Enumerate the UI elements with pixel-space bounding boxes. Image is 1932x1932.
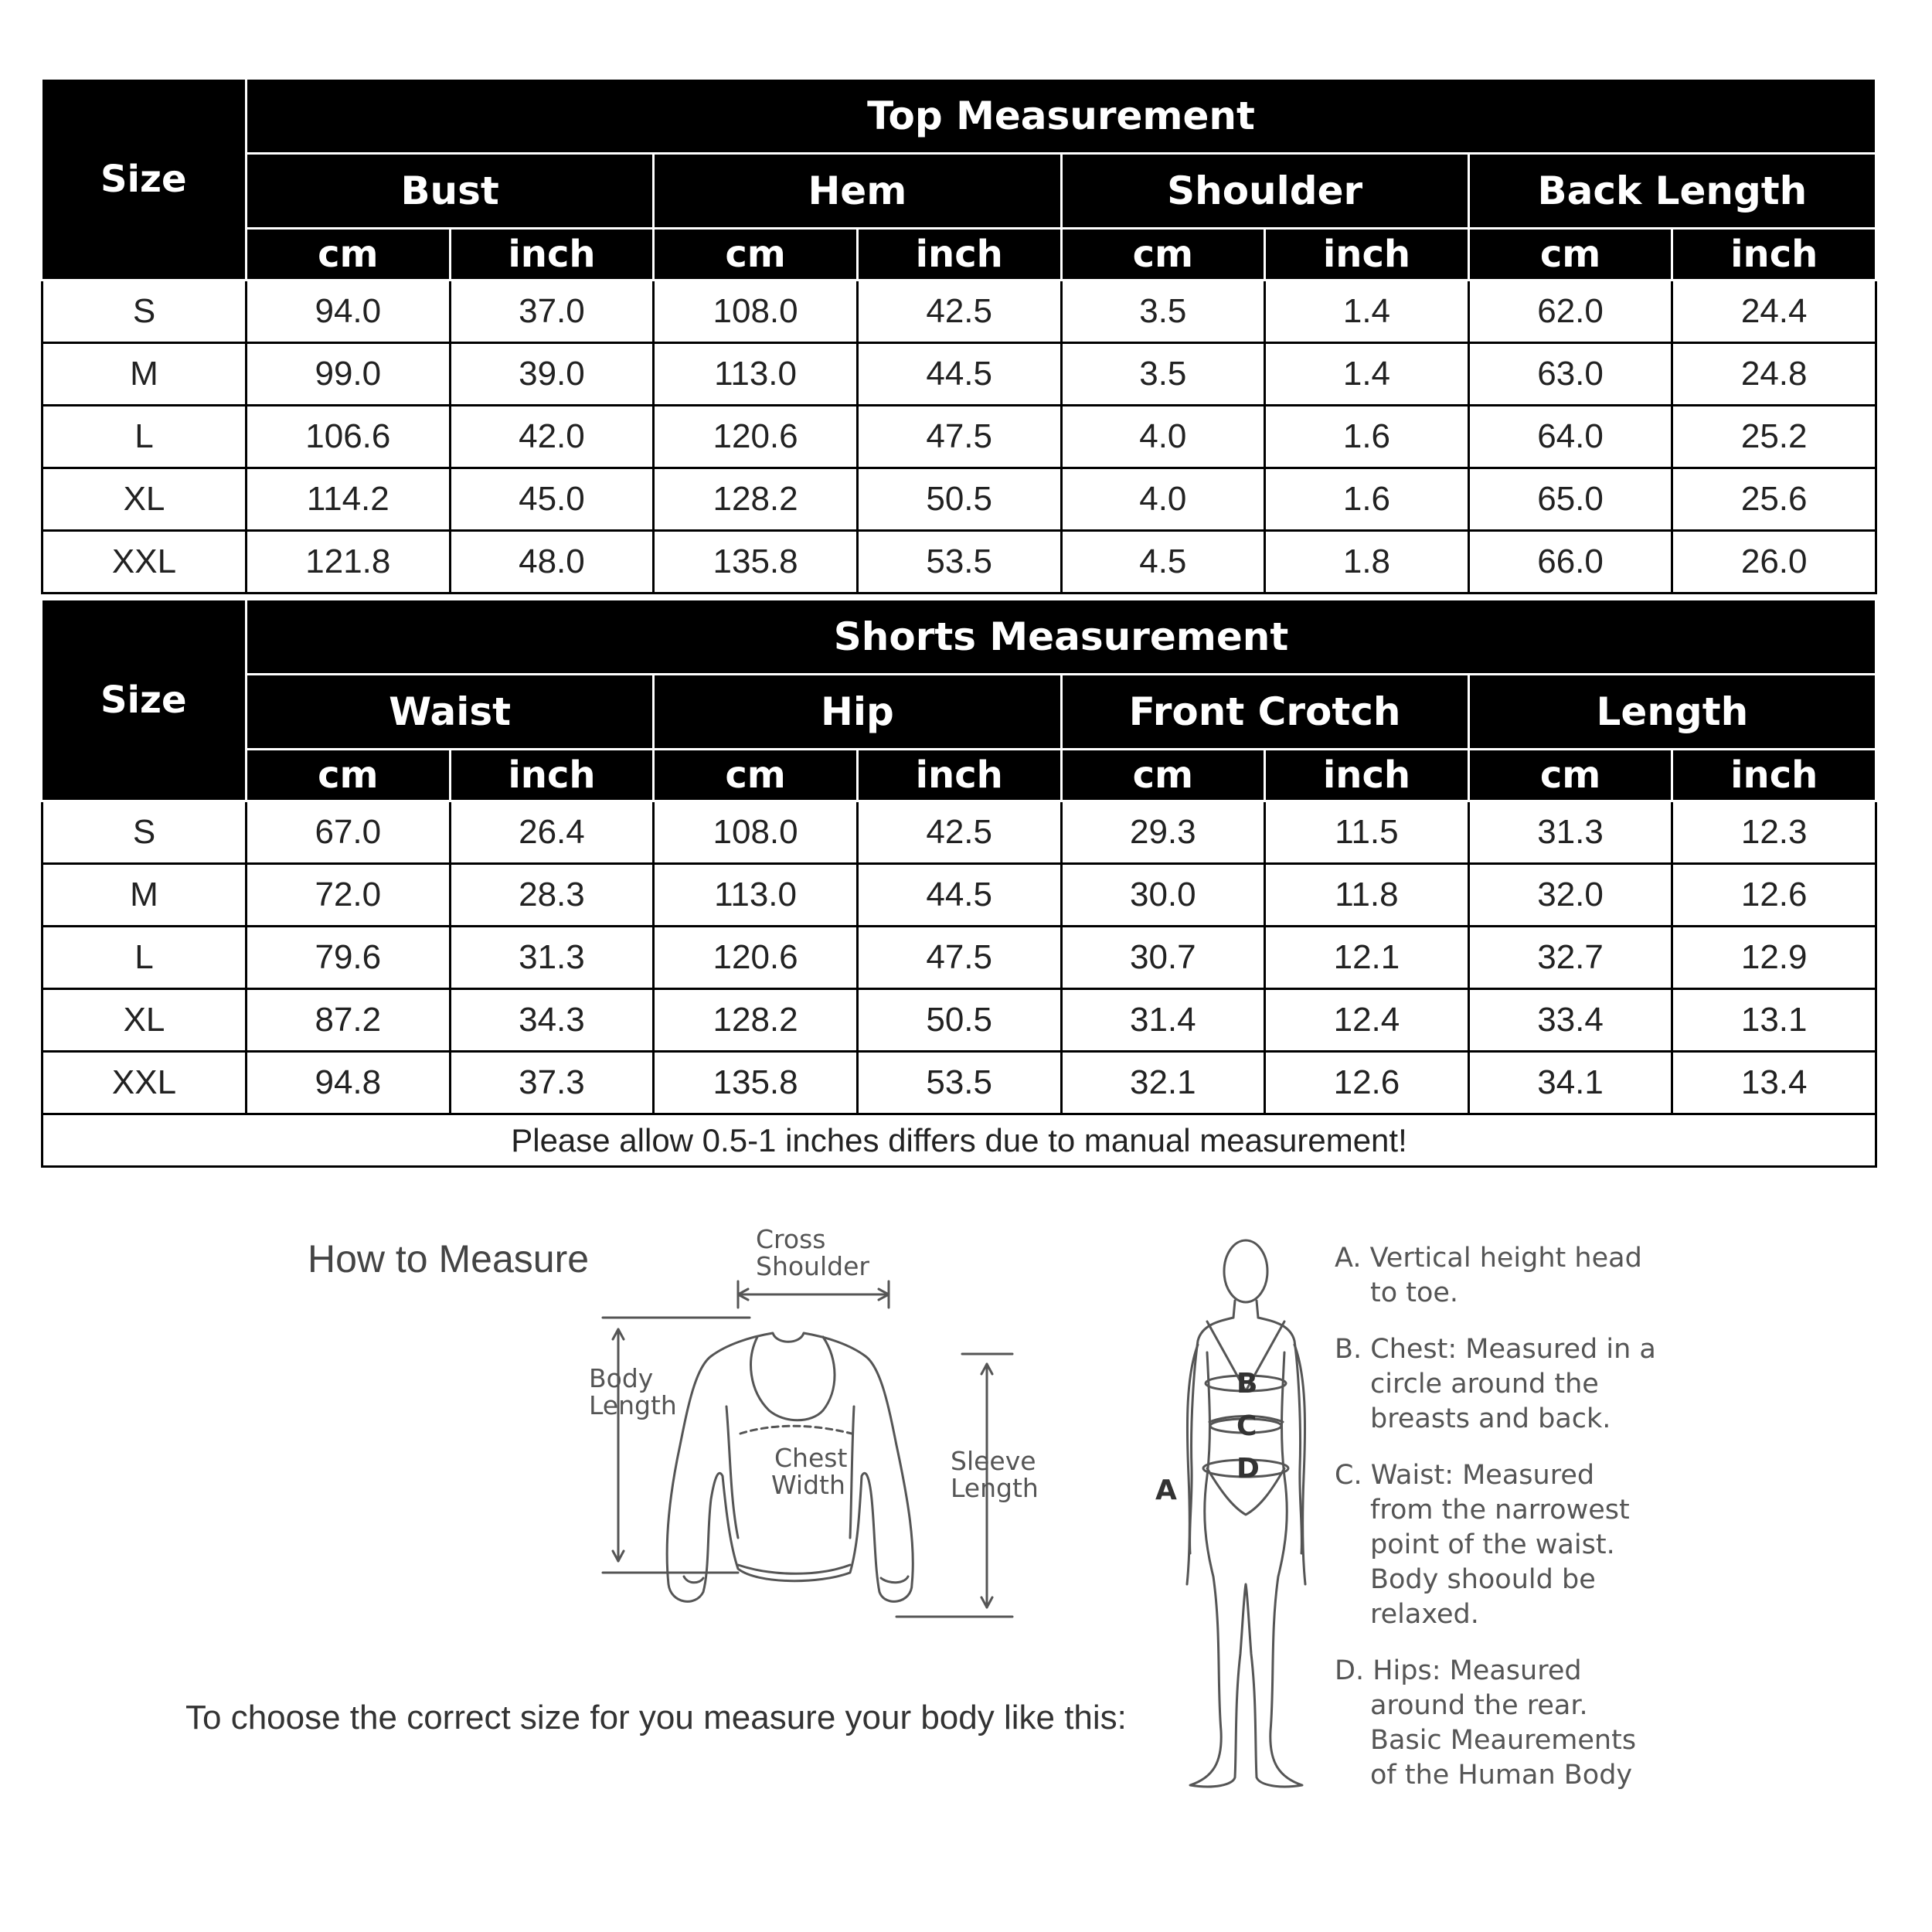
shorts-measurement-table xyxy=(41,600,1877,1168)
value-cell: 65.0 xyxy=(1468,468,1672,531)
label-b: B xyxy=(1236,1368,1258,1400)
value-cell: 50.5 xyxy=(857,989,1061,1052)
size-cell: S xyxy=(43,281,247,343)
shorts-table-body xyxy=(43,801,1876,1114)
value-cell: 108.0 xyxy=(654,801,858,864)
value-cell: 32.1 xyxy=(1061,1052,1265,1114)
value-cell: 66.0 xyxy=(1468,531,1672,594)
value-cell: 13.1 xyxy=(1672,989,1876,1052)
table-row xyxy=(43,281,1876,343)
value-cell: 42.0 xyxy=(450,406,654,468)
value-cell: 4.0 xyxy=(1061,468,1265,531)
group-header-hip: Hip xyxy=(654,675,1061,750)
value-cell: 32.7 xyxy=(1468,927,1672,989)
value-cell: 12.3 xyxy=(1672,801,1876,864)
value-cell: 47.5 xyxy=(857,406,1061,468)
group-header-hem: Hem xyxy=(654,154,1061,229)
value-cell: 53.5 xyxy=(857,1052,1061,1114)
unit-header: cm xyxy=(654,229,858,281)
value-cell: 48.0 xyxy=(450,531,654,594)
value-cell: 135.8 xyxy=(654,1052,858,1114)
group-header-back-length: Back Length xyxy=(1468,154,1876,229)
how-to-measure-title: How to Measure xyxy=(308,1237,590,1281)
value-cell: 1.8 xyxy=(1265,531,1469,594)
value-cell: 37.0 xyxy=(450,281,654,343)
group-header-shoulder: Shoulder xyxy=(1061,154,1468,229)
body-length-label: Length xyxy=(589,1390,677,1420)
value-cell: 1.6 xyxy=(1265,468,1469,531)
unit-header: inch xyxy=(1265,750,1469,801)
value-cell: 44.5 xyxy=(857,864,1061,927)
legend-item-c: C. Waist: Measured from the narrowest point of the waist. Body shoould be relaxed. xyxy=(1335,1460,1630,1630)
value-cell: 42.5 xyxy=(857,281,1061,343)
value-cell: 1.4 xyxy=(1265,343,1469,406)
chest-width-label: Chest xyxy=(774,1443,848,1473)
value-cell: 120.6 xyxy=(654,927,858,989)
legend-item-b: B. Chest: Measured in a circle around the breasts and back. xyxy=(1335,1334,1656,1434)
size-cell: L xyxy=(43,927,247,989)
table-row xyxy=(43,1052,1876,1114)
cross-shoulder-label: Shoulder xyxy=(756,1251,869,1281)
value-cell: 32.0 xyxy=(1468,864,1672,927)
value-cell: 33.4 xyxy=(1468,989,1672,1052)
sleeve-length-label: Length xyxy=(951,1473,1039,1503)
value-cell: 25.6 xyxy=(1672,468,1876,531)
unit-header: inch xyxy=(857,229,1061,281)
value-cell: 3.5 xyxy=(1061,343,1265,406)
table-row xyxy=(43,989,1876,1052)
value-cell: 12.4 xyxy=(1265,989,1469,1052)
table-row xyxy=(43,468,1876,531)
value-cell: 108.0 xyxy=(654,281,858,343)
value-cell: 63.0 xyxy=(1468,343,1672,406)
unit-header: inch xyxy=(1672,750,1876,801)
value-cell: 12.9 xyxy=(1672,927,1876,989)
value-cell: 135.8 xyxy=(654,531,858,594)
size-cell: S xyxy=(43,801,247,864)
size-header: Size xyxy=(43,80,247,281)
value-cell: 39.0 xyxy=(450,343,654,406)
top-measurement-table xyxy=(41,80,1877,594)
group-header-waist: Waist xyxy=(247,675,654,750)
top-table-body xyxy=(43,281,1876,594)
value-cell: 13.4 xyxy=(1672,1052,1876,1114)
value-cell: 31.3 xyxy=(1468,801,1672,864)
value-cell: 94.0 xyxy=(247,281,451,343)
unit-header: cm xyxy=(1468,229,1672,281)
sleeve-length-label: Sleeve xyxy=(951,1446,1036,1476)
legend-item-a: A. Vertical height head to toe. xyxy=(1335,1243,1642,1308)
size-cell: L xyxy=(43,406,247,468)
unit-header: cm xyxy=(1061,750,1265,801)
value-cell: 11.8 xyxy=(1265,864,1469,927)
value-cell: 113.0 xyxy=(654,343,858,406)
label-d: D xyxy=(1236,1453,1260,1485)
size-cell: XL xyxy=(43,989,247,1052)
value-cell: 67.0 xyxy=(247,801,451,864)
value-cell: 30.0 xyxy=(1061,864,1265,927)
value-cell: 4.0 xyxy=(1061,406,1265,468)
value-cell: 34.3 xyxy=(450,989,654,1052)
value-cell: 47.5 xyxy=(857,927,1061,989)
table-row xyxy=(43,343,1876,406)
size-cell: M xyxy=(43,864,247,927)
top-table-title: Top Measurement xyxy=(247,80,1876,154)
value-cell: 12.6 xyxy=(1672,864,1876,927)
value-cell: 26.0 xyxy=(1672,531,1876,594)
unit-header: cm xyxy=(654,750,858,801)
value-cell: 12.6 xyxy=(1265,1052,1469,1114)
table-row xyxy=(43,927,1876,989)
shirt-diagram xyxy=(572,1221,1066,1638)
value-cell: 64.0 xyxy=(1468,406,1672,468)
unit-header: inch xyxy=(857,750,1061,801)
value-cell: 37.3 xyxy=(450,1052,654,1114)
value-cell: 62.0 xyxy=(1468,281,1672,343)
value-cell: 24.4 xyxy=(1672,281,1876,343)
value-cell: 120.6 xyxy=(654,406,858,468)
unit-header: inch xyxy=(450,229,654,281)
value-cell: 42.5 xyxy=(857,801,1061,864)
size-header: Size xyxy=(43,600,247,801)
unit-header: cm xyxy=(1468,750,1672,801)
size-cell: M xyxy=(43,343,247,406)
size-cell: XXL xyxy=(43,1052,247,1114)
value-cell: 4.5 xyxy=(1061,531,1265,594)
legend-item-d: D. Hips: Measured around the rear. Basic Meaurements of the Human Body xyxy=(1335,1655,1637,1791)
value-cell: 113.0 xyxy=(654,864,858,927)
measurement-note: Please allow 0.5-1 inches differs due to manual measurement! xyxy=(43,1114,1876,1167)
value-cell: 30.7 xyxy=(1061,927,1265,989)
label-c: C xyxy=(1236,1410,1257,1442)
choose-size-instruction: To choose the correct size for you measure your body like this: xyxy=(185,1699,1127,1736)
label-a: A xyxy=(1155,1475,1177,1506)
value-cell: 31.3 xyxy=(450,927,654,989)
value-cell: 87.2 xyxy=(247,989,451,1052)
value-cell: 79.6 xyxy=(247,927,451,989)
unit-header: cm xyxy=(1061,229,1265,281)
group-header-length: Length xyxy=(1468,675,1876,750)
value-cell: 26.4 xyxy=(450,801,654,864)
measurement-legend xyxy=(1335,1241,1690,1815)
unit-header: cm xyxy=(247,750,451,801)
value-cell: 28.3 xyxy=(450,864,654,927)
group-header-bust: Bust xyxy=(247,154,654,229)
value-cell: 11.5 xyxy=(1265,801,1469,864)
size-cell: XXL xyxy=(43,531,247,594)
value-cell: 128.2 xyxy=(654,468,858,531)
value-cell: 45.0 xyxy=(450,468,654,531)
unit-header: inch xyxy=(1265,229,1469,281)
unit-header: cm xyxy=(247,229,451,281)
value-cell: 53.5 xyxy=(857,531,1061,594)
table-row xyxy=(43,864,1876,927)
value-cell: 50.5 xyxy=(857,468,1061,531)
value-cell: 106.6 xyxy=(247,406,451,468)
unit-header: inch xyxy=(450,750,654,801)
value-cell: 24.8 xyxy=(1672,343,1876,406)
value-cell: 99.0 xyxy=(247,343,451,406)
value-cell: 31.4 xyxy=(1061,989,1265,1052)
group-header-front-crotch: Front Crotch xyxy=(1061,675,1468,750)
table-row xyxy=(43,801,1876,864)
unit-header: inch xyxy=(1672,229,1876,281)
size-cell: XL xyxy=(43,468,247,531)
value-cell: 12.1 xyxy=(1265,927,1469,989)
table-row xyxy=(43,406,1876,468)
value-cell: 1.4 xyxy=(1265,281,1469,343)
value-cell: 121.8 xyxy=(247,531,451,594)
value-cell: 3.5 xyxy=(1061,281,1265,343)
value-cell: 25.2 xyxy=(1672,406,1876,468)
value-cell: 72.0 xyxy=(247,864,451,927)
body-figure-diagram xyxy=(1144,1221,1329,1808)
value-cell: 128.2 xyxy=(654,989,858,1052)
value-cell: 94.8 xyxy=(247,1052,451,1114)
value-cell: 1.6 xyxy=(1265,406,1469,468)
body-length-label: Body xyxy=(589,1363,654,1393)
value-cell: 114.2 xyxy=(247,468,451,531)
shorts-table-title: Shorts Measurement xyxy=(247,600,1876,675)
chest-width-label: Width xyxy=(771,1470,845,1500)
cross-shoulder-label: Cross xyxy=(756,1224,826,1254)
value-cell: 44.5 xyxy=(857,343,1061,406)
table-row xyxy=(43,531,1876,594)
value-cell: 29.3 xyxy=(1061,801,1265,864)
value-cell: 34.1 xyxy=(1468,1052,1672,1114)
